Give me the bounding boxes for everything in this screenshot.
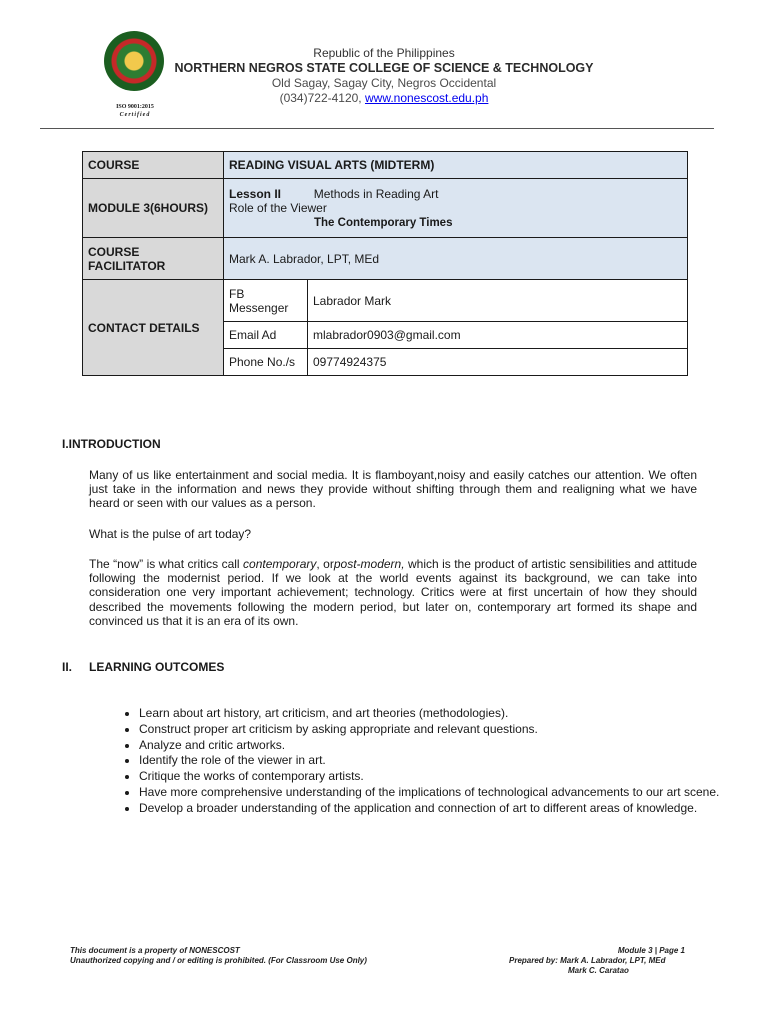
course-label: COURSE xyxy=(83,152,224,179)
outcome-item: • Analyze and critic artworks. xyxy=(139,738,736,752)
footer-co-author: Mark C. Caratao xyxy=(568,966,629,975)
footer-page-number: Module 3 | Page 1 xyxy=(617,946,685,955)
intro-p3-part-c: which is the product of artistic sensibilities and attitude following the modernist period. If we look at the world events against its background, we can take into consideration one very important achievement; technology. Critics were at first uncertain of how they should described the movements following the modern period, but later on, contemporary art formed its shape and convinced us that it is an era of its own. xyxy=(89,557,697,628)
outcomes-list xyxy=(100,706,736,817)
footer-property-note: This document is a property of NONESCOST xyxy=(70,946,240,955)
lesson-label: Lesson II xyxy=(229,187,282,201)
course-info-table xyxy=(82,151,688,376)
header-contact xyxy=(0,91,768,105)
module-label: MODULE 3(6HOURS) xyxy=(83,179,224,238)
module-value xyxy=(224,179,688,238)
outcome-item: • Have more comprehensive understanding of the implications of technological advancements to our art scene. xyxy=(139,785,736,799)
fb-value: Labrador Mark xyxy=(308,280,688,322)
lesson-topic: Methods in Reading Art xyxy=(313,187,439,201)
email-value: mlabrador0903@gmail.com xyxy=(308,322,688,349)
contact-label: CONTACT DETAILS xyxy=(83,280,224,376)
facilitator-label: COURSE FACILITATOR xyxy=(83,238,224,280)
row-facilitator xyxy=(83,238,688,280)
intro-paragraph-2: What is the pulse of art today? xyxy=(89,527,252,541)
intro-p3-part-a: The “now” is what critics call xyxy=(89,557,244,571)
intro-paragraph-1: Many of us like entertainment and social media. It is flamboyant,noisy and easily catches our attention. We often just take in the information and news they provide without shifting through them and realigning what we have heard or seen with our values as a person. xyxy=(89,468,697,511)
outcomes-heading-number: II. xyxy=(62,660,73,674)
facilitator-value: Mark A. Labrador, LPT, MEd xyxy=(224,238,688,280)
footer-left xyxy=(70,946,367,966)
row-course xyxy=(83,152,688,179)
outcome-item: • Identify the role of the viewer in art. xyxy=(139,753,736,767)
outcome-item: • Develop a broader understanding of the application and connection of art to different areas of knowledge. xyxy=(139,801,736,815)
intro-paragraph-3 xyxy=(89,557,697,628)
course-value: READING VISUAL ARTS (MIDTERM) xyxy=(224,152,688,179)
phone-label: Phone No./s xyxy=(224,349,308,376)
header-website-link[interactable]: www.nonescost.edu.ph xyxy=(364,91,489,105)
intro-p3-emphasis-1: contemporary xyxy=(243,557,317,571)
fb-label: FB Messenger xyxy=(224,280,308,322)
footer-right xyxy=(480,946,685,976)
footer-prepared-by: Prepared by: Mark A. Labrador, LPT, MEd xyxy=(509,956,666,965)
header-divider xyxy=(40,128,714,129)
header-republic: Republic of the Philippines xyxy=(313,46,455,60)
header-address: Old Sagay, Sagay City, Negros Occidental xyxy=(271,76,497,90)
logo-cert-text: Certified xyxy=(119,112,151,118)
logo-iso-text: ISO 9001:2015 xyxy=(116,104,154,110)
outcome-item: • Learn about art history, art criticism, and art theories (methodologies). xyxy=(139,706,736,720)
intro-p3-emphasis-2: post-modern, xyxy=(333,557,405,571)
lesson-sub: Role of the Viewer xyxy=(229,201,327,215)
intro-p3-part-b: , or xyxy=(316,557,334,571)
outcome-item: • Critique the works of contemporary artists. xyxy=(139,769,736,783)
introduction-heading: I.INTRODUCTION xyxy=(62,437,161,451)
outcomes-heading: LEARNING OUTCOMES xyxy=(89,660,225,674)
row-contact-fb xyxy=(83,280,688,322)
outcome-item: • Construct proper art criticism by asking appropriate and relevant questions. xyxy=(139,722,736,736)
email-label: Email Ad xyxy=(224,322,308,349)
header-phone: (034)722-4120, xyxy=(279,91,362,105)
phone-value: 09774924375 xyxy=(308,349,688,376)
header-school-name: NORTHERN NEGROS STATE COLLEGE OF SCIENCE & TECHNOLOGY xyxy=(174,61,594,75)
row-module xyxy=(83,179,688,238)
footer-copyright-note: Unauthorized copying and / or editing is prohibited. (For Classroom Use Only) xyxy=(70,956,367,965)
lesson-title: The Contemporary Times xyxy=(314,217,453,229)
